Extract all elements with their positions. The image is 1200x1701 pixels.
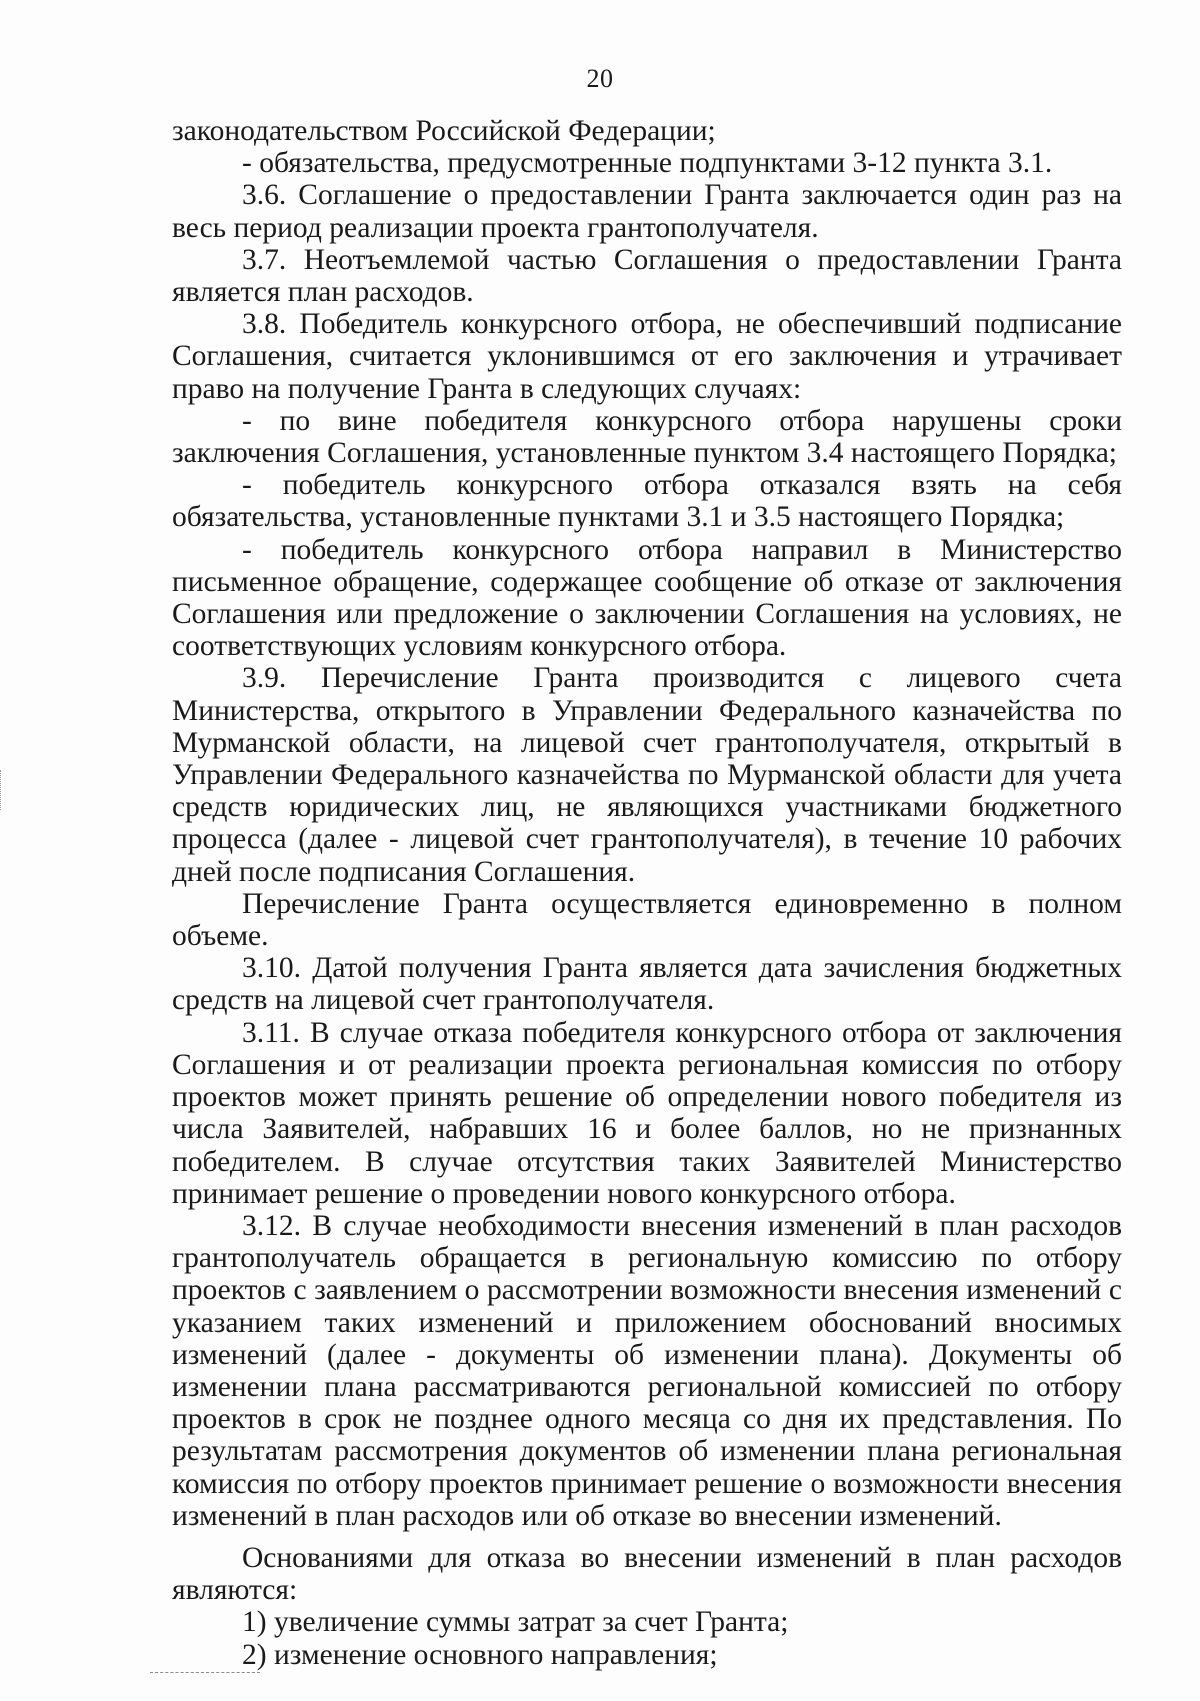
paragraph-3-12: 3.12. В случае необходимости внесения изменений в план расходов грантополучатель обращается в региональную комиссию по отбору проектов с заявлением о рассмотрении возможности внесения изменений с указанием таких изменений и приложением обоснований вносимых изменений (далее - документы об изменении плана). Документы об изменении плана рассматриваются региональной комиссией по отбору проектов в срок не позднее одного месяца со дня их представления. По результатам рассмотрения документов об изменении плана региональная комиссия по отбору проектов принимает решение о возможности внесения изменений в план расходов или об отказе во внесении изменений. [172,1209,1122,1532]
paragraph-3-9: 3.9. Перечисление Гранта производится с лицевого счета Министерства, открытого в Управлении Федерального казначейства по Мурманской области, на лицевой счет грантополучателя, открытый в Управлении Федерального казначейства по Мурманской области для учета средств юридических лиц, не являющихся участниками бюджетного процесса (далее - лицевой счет грантополучателя), в течение 10 рабочих дней после подписания Соглашения. [172,662,1122,888]
paragraph-3-8-case-1: - по вине победителя конкурсного отбора нарушены сроки заключения Соглашения, установленные пунктом 3.4 настоящего Порядка; [172,404,1122,470]
paragraph-refusal-grounds: Основаниями для отказа во внесении изменений в план расходов являются: [172,1541,1122,1607]
paragraph-3-8-case-2: - победитель конкурсного отбора отказался взять на себя обязательства, установленные пунктами 3.1 и 3.5 настоящего Порядка; [172,469,1122,534]
paragraph-3-7: 3.7. Неотъемлемой частью Соглашения о предоставлении Гранта является план расходов. [172,243,1122,309]
paragraph-3-10: 3.10. Датой получения Гранта является дата зачисления бюджетных средств на лицевой счет грантополучателя. [172,952,1122,1017]
paragraph-3-11: 3.11. В случае отказа победителя конкурсного отбора от заключения Соглашения и от реализации проекта региональная комиссия по отбору проектов может принять решение об определении нового победителя из числа Заявителей, набравших 16 и более баллов, но не признанных победителем. В случае отсутствия таких Заявителей Министерство принимает решение о проведении нового конкурсного отбора. [172,1016,1122,1210]
paragraph-obligations-item: - обязательства, предусмотренные подпунктами 3-12 пункта 3.1. [242,147,1053,180]
paragraph-continuation: законодательством Российской Федерации; [172,115,716,147]
refusal-ground-1: 1) увеличение суммы затрат за счет Гранта; [242,1606,789,1639]
paragraph-3-6: 3.6. Соглашение о предоставлении Гранта заключается один раз на весь период реализации проекта грантополучателя. [172,179,1122,244]
paragraph-3-8-case-3: - победитель конкурсного отбора направил в Министерство письменное обращение, содержащее сообщение об отказе от заключения Соглашения или предложение о заключении Соглашения на условиях, не соответствующих условиям конкурсного отбора. [172,533,1122,663]
paragraph-3-9-lump-sum: Перечисление Гранта осуществляется единовременно в полном объеме. [172,887,1122,953]
scan-edge-mark [0,770,4,810]
paragraph-3-8: 3.8. Победитель конкурсного отбора, не обеспечивший подписание Соглашения, считается уклонившимся от его заключения и утрачивает право на получение Гранта в следующих случаях: [172,308,1122,405]
footer-scan-rule [150,1672,260,1673]
refusal-ground-2: 2) изменение основного направления; [242,1638,718,1671]
page-number: 20 [586,64,614,93]
document-body [172,115,1122,1671]
